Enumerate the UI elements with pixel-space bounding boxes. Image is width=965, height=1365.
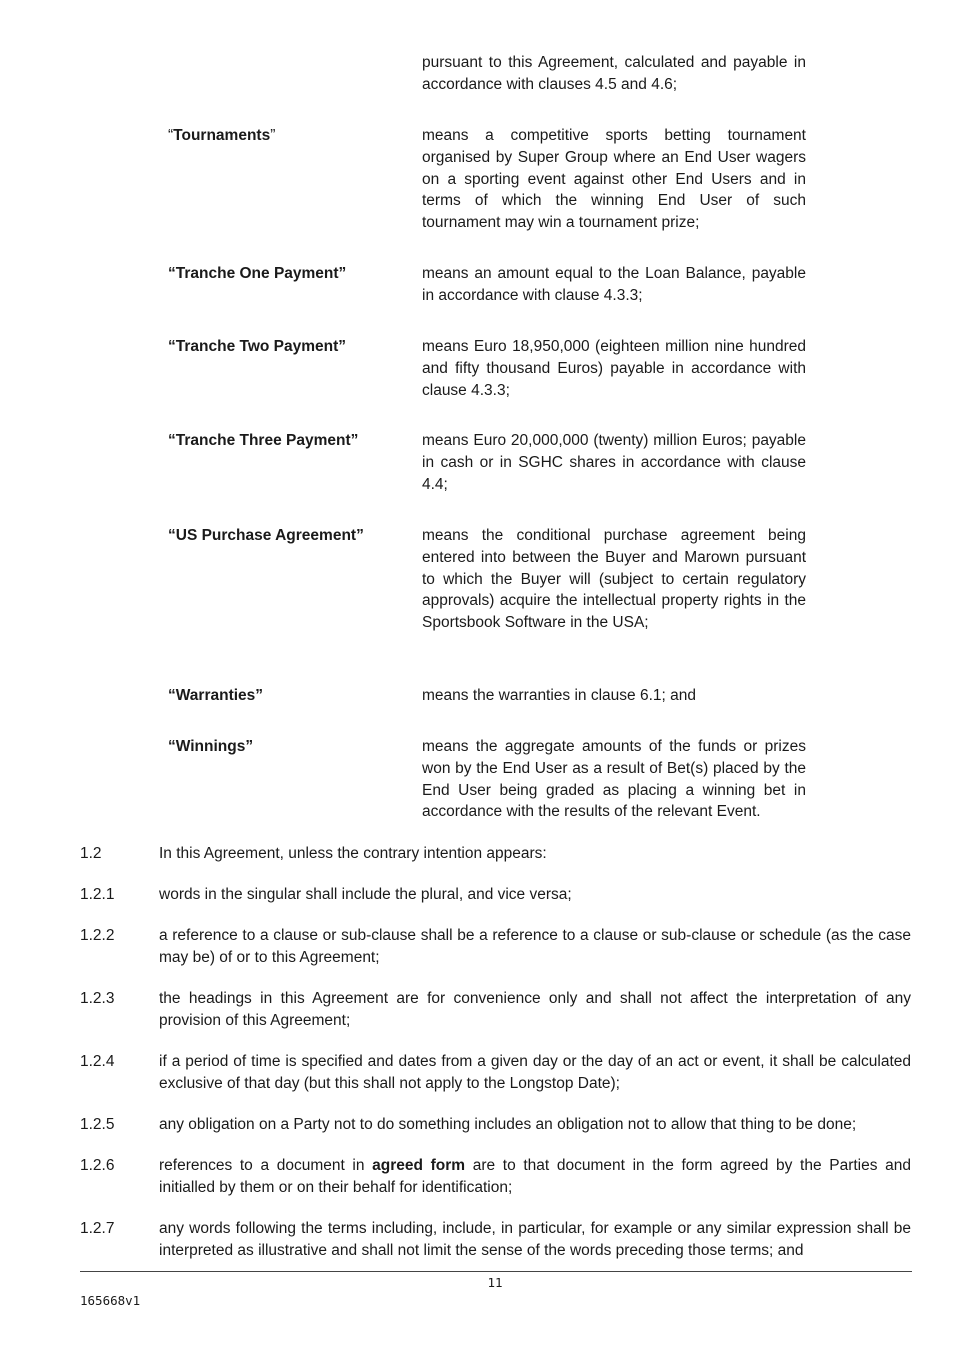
definition-term: “US Purchase Agreement” [168,527,364,544]
definition-term: “Tranche Three Payment” [168,432,359,449]
clause-text: if a period of time is specified and dates from a given day or the day of an act or event, it shall be calculated exclusive of that day (but this shall not apply to the Longstop Date); [159,1053,911,1092]
definition-meaning: means an amount equal to the Loan Balance, payable in accordance with clause 4.3.3; [422,265,806,304]
definition-meaning: means the aggregate amounts of the funds or prizes won by the End User as a result of Bet(s) placed by the End User being graded as placing a winning bet in accordance with the results of the relevant Event. [422,738,806,821]
clause-text: words in the singular shall include the plural, and vice versa; [159,886,572,903]
definition-meaning: means a competitive sports betting tournament organised by Super Group where an End User wagers on a sporting event against other End Users and in terms of which the winning End User of such tournament may win a tournament prize; [422,127,806,232]
clause-number: 1.2.7 [80,1220,115,1237]
clause-text: In this Agreement, unless the contrary intention appears: [159,845,547,862]
definition-meaning: means the warranties in clause 6.1; and [422,687,696,704]
definition-term: “Tournaments” [168,127,276,144]
clause-text: the headings in this Agreement are for convenience only and shall not affect the interpretation of any provision of this Agreement; [159,990,911,1029]
definition-term: “Tranche Two Payment” [168,338,347,355]
clause-number: 1.2.4 [80,1053,115,1070]
document-reference: 165668v1 [80,1293,141,1308]
page-number: 11 [487,1275,503,1290]
agreed-form-term: agreed form [372,1157,466,1174]
clause-text: references to a document in agreed form are to that document in the form agreed by the Parties and initialled by them or on their behalf for identification; [159,1157,911,1196]
clause-number: 1.2.1 [80,886,115,903]
clause-text: a reference to a clause or sub-clause shall be a reference to a clause or sub-clause or schedule (as the case may be) of or to this Agreement; [159,927,911,966]
definition-meaning: means Euro 20,000,000 (twenty) million Euros; payable in cash or in SGHC shares in accordance with clause 4.4; [422,432,806,493]
definition-term: “Tranche One Payment” [168,265,347,282]
definition-meaning: means Euro 18,950,000 (eighteen million nine hundred and fifty thousand Euros) payable in accordance with clause 4.3.3; [422,338,806,399]
clause-number: 1.2 [80,845,102,862]
footer-divider [80,1271,912,1272]
definition-meaning: means the conditional purchase agreement being entered into between the Buyer and Marown pursuant to which the Buyer will (subject to certain regulatory approvals) acquire the intellectual property rights in the Sportsbook Software in the USA; [422,527,806,632]
clause-number: 1.2.3 [80,990,115,1007]
clause-text: any words following the terms including, include, in particular, for example or any similar expression shall be interpreted as illustrative and shall not limit the sense of the words preceding those terms; and [159,1220,911,1259]
definition-meaning: pursuant to this Agreement, calculated and payable in accordance with clauses 4.5 and 4.6; [422,54,806,93]
clause-number: 1.2.6 [80,1157,115,1174]
clause-number: 1.2.5 [80,1116,115,1133]
clause-number: 1.2.2 [80,927,115,944]
definition-term: “Winnings” [168,738,254,755]
definition-term: “Warranties” [168,687,264,704]
clause-text: any obligation on a Party not to do something includes an obligation not to allow that thing to be done; [159,1116,857,1133]
